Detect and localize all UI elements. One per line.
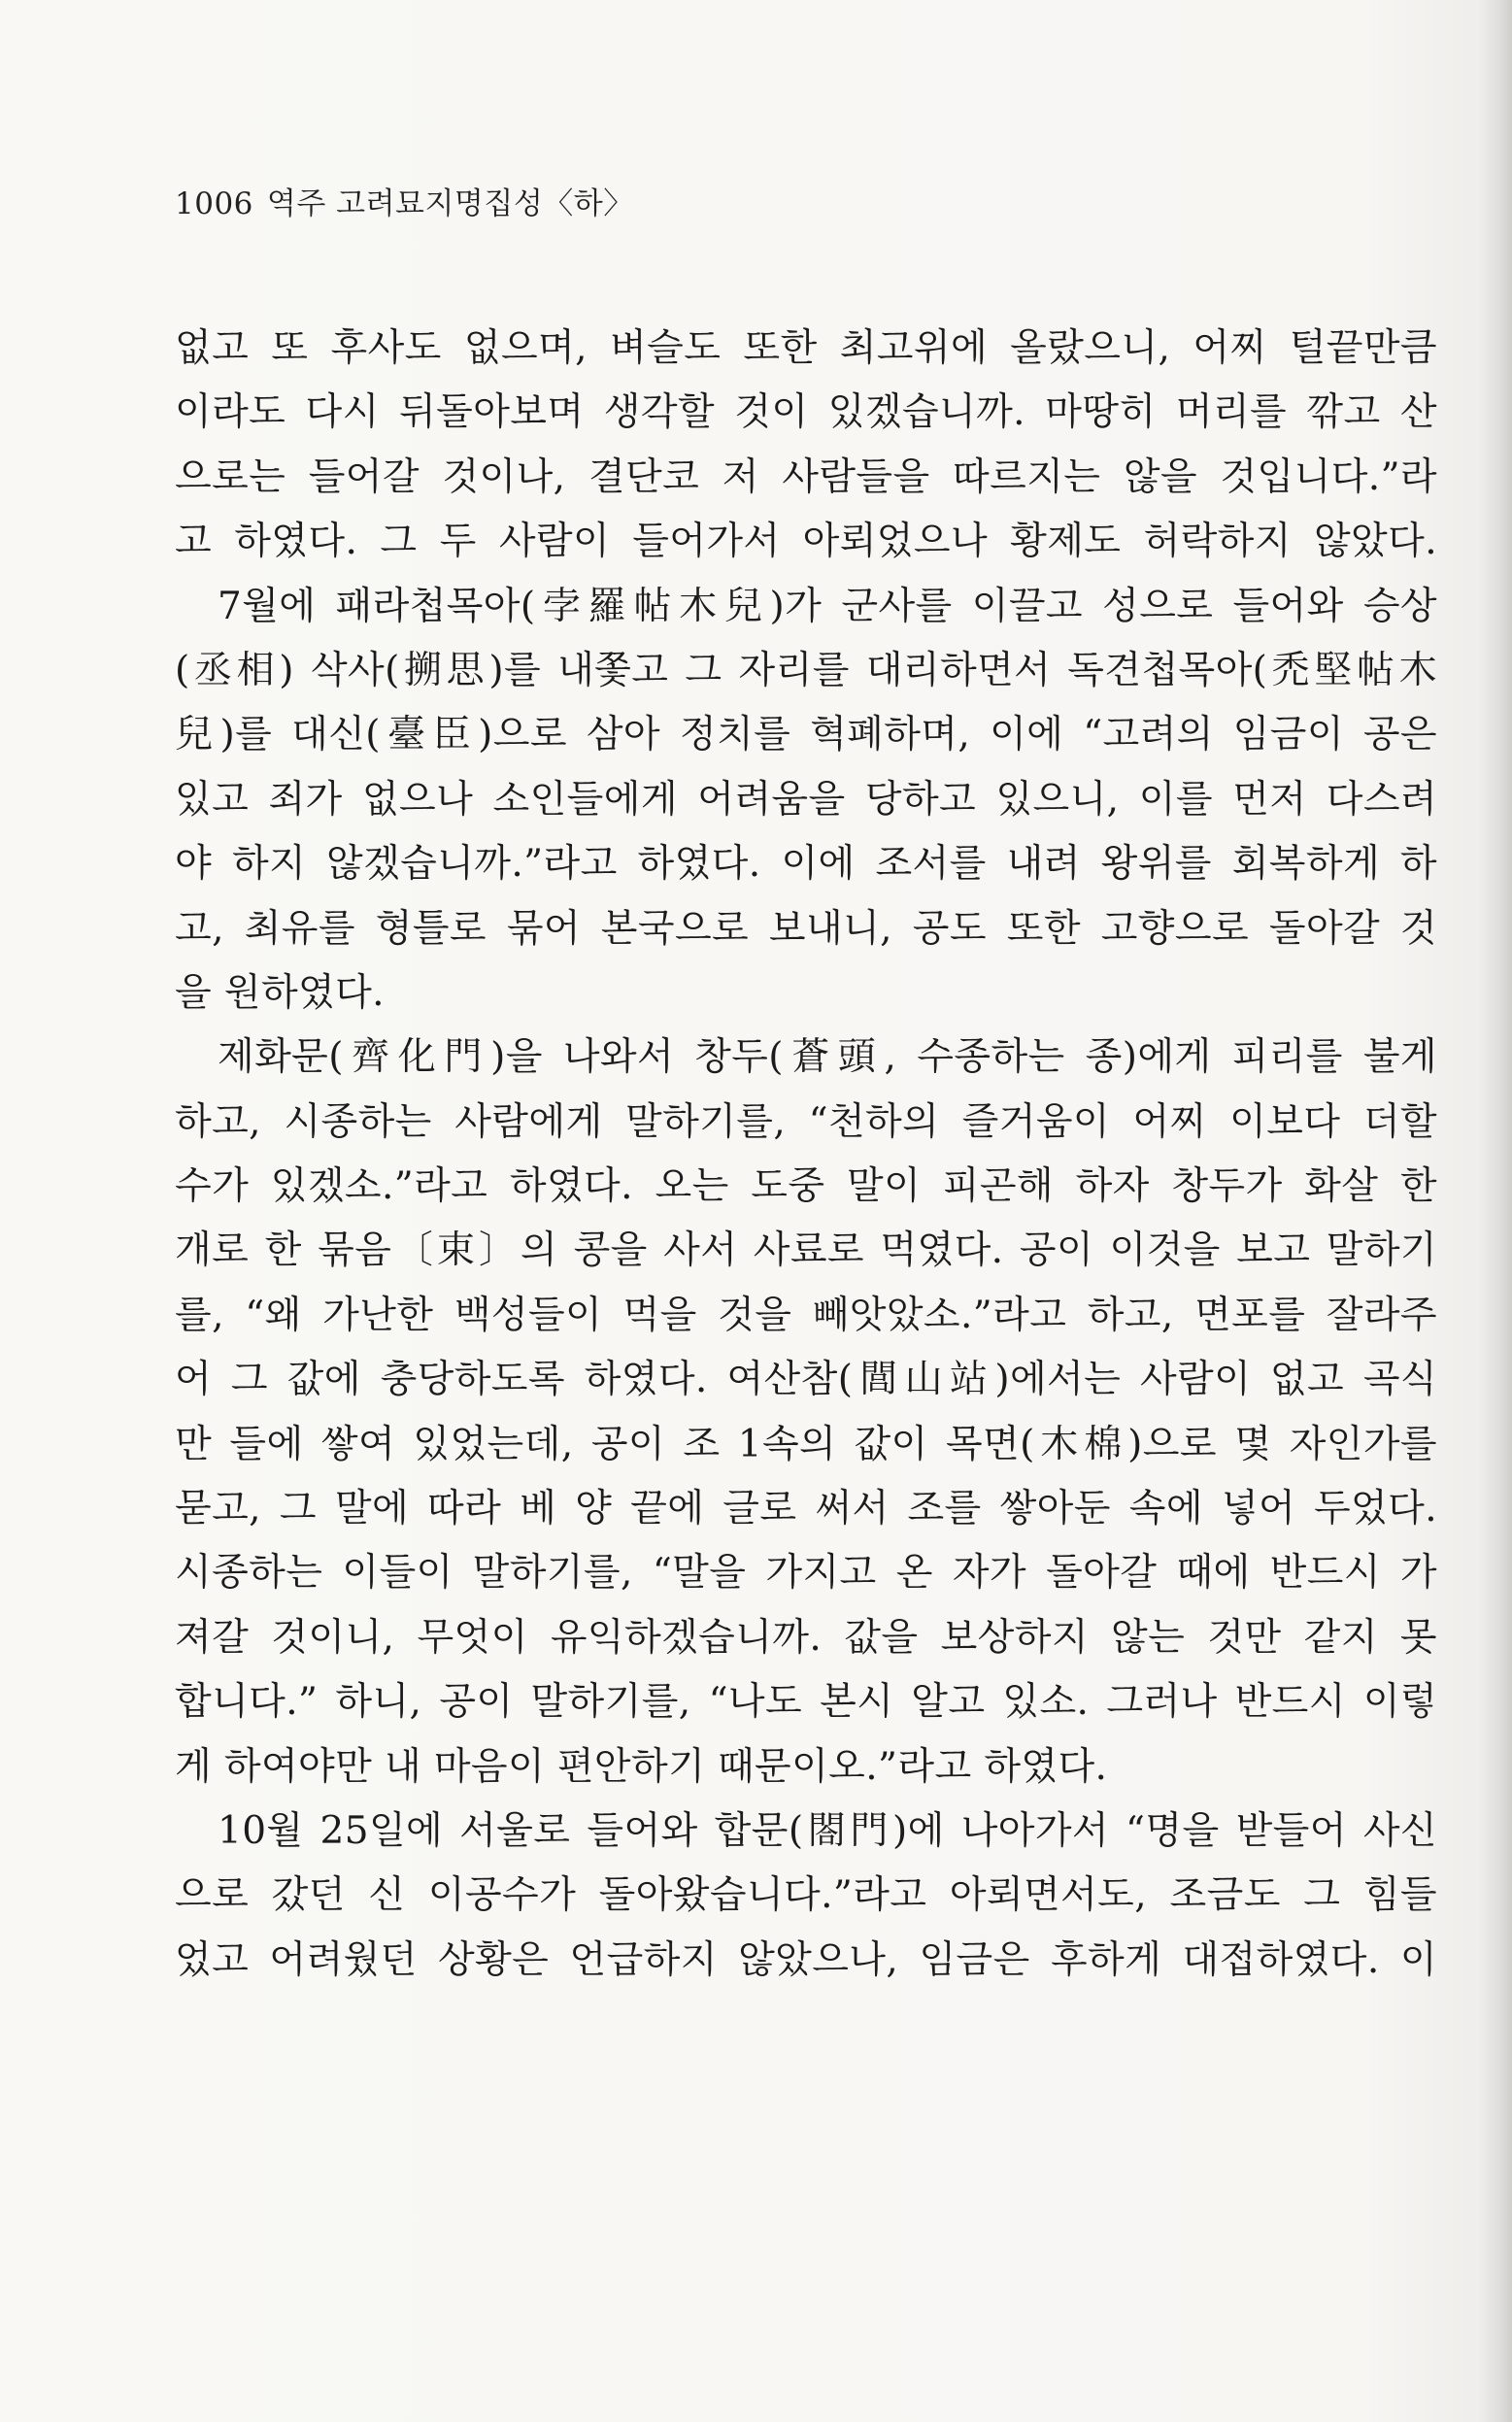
text-line: (丞相) 삭사(搠思)를 내쫓고 그 자리를 대리하면서 독견첩목아(禿堅帖木 <box>175 648 1437 692</box>
page-edge-shadow <box>1479 0 1512 2422</box>
text-line: 묻고, 그 말에 따라 베 양 끝에 글로 써서 조를 쌓아둔 속에 넣어 두었다. <box>175 1487 1437 1531</box>
text-line: 있고 죄가 없으나 소인들에게 어려움을 당하고 있으니, 이를 먼저 다스려 <box>175 777 1437 822</box>
text-line: 없고 또 후사도 없으며, 벼슬도 또한 최고위에 올랐으니, 어찌 털끝만큼 <box>175 326 1437 370</box>
text-line: 하고, 시종하는 사람에게 말하기를, “천하의 즐거움이 어찌 이보다 더할 <box>175 1099 1437 1144</box>
text-line: 10월 25일에 서울로 들어와 합문(閤門)에 나아가서 “명을 받들어 사신 <box>218 1808 1437 1853</box>
text-line: 兒)를 대신(臺臣)으로 삼아 정치를 혁폐하며, 이에 “고려의 임금이 공은 <box>175 713 1437 757</box>
text-line: 게 하여야만 내 마음이 편안하기 때문이오.”라고 하였다. <box>175 1744 1108 1789</box>
text-line: 어 그 값에 충당하도록 하였다. 여산참(閭山站)에서는 사람이 없고 곡식 <box>175 1358 1437 1402</box>
text-line: 져갈 것이니, 무엇이 유익하겠습니까. 값을 보상하지 않는 것만 같지 못 <box>175 1615 1437 1660</box>
book-title: 역주 고려묘지명집성〈하〉 <box>266 186 634 221</box>
text-line: 고, 최유를 형틀로 묶어 본국으로 보내니, 공도 또한 고향으로 돌아갈 것 <box>175 906 1437 951</box>
text-line: 으로는 들어갈 것이나, 결단코 저 사람들을 따르지는 않을 것입니다.”라 <box>175 454 1437 499</box>
text-line: 합니다.” 하니, 공이 말하기를, “나도 본시 알고 있소. 그러나 반드시 이렇 <box>175 1680 1437 1725</box>
text-line: 를, “왜 가난한 백성들이 먹을 것을 빼앗았소.”라고 하고, 면포를 잘라주 <box>175 1293 1437 1337</box>
text-line: 개로 한 묶음〔束〕의 콩을 사서 사료로 먹였다. 공이 이것을 보고 말하기 <box>175 1228 1437 1273</box>
text-line: 시종하는 이들이 말하기를, “말을 가지고 온 자가 돌아갈 때에 반드시 가 <box>175 1551 1437 1596</box>
text-line: 야 하지 않겠습니까.”라고 하였다. 이에 조서를 내려 왕위를 회복하게 하 <box>175 842 1437 887</box>
text-line: 을 원하였다. <box>175 970 385 1015</box>
text-line: 고 하였다. 그 두 사람이 들어가서 아뢰었으나 황제도 허락하지 않았다. <box>175 520 1437 564</box>
text-line: 수가 있겠소.”라고 하였다. 오는 도중 말이 피곤해 하자 창두가 화살 한 <box>175 1164 1437 1209</box>
body-text <box>175 317 1437 1993</box>
text-line: 7월에 패라첩목아(孛羅帖木兒)가 군사를 이끌고 성으로 들어와 승상 <box>218 584 1437 628</box>
text-line: 이라도 다시 뒤돌아보며 생각할 것이 있겠습니까. 마땅히 머리를 깎고 산 <box>175 390 1437 435</box>
running-header <box>175 179 634 222</box>
text-line: 제화문(齊化門)을 나와서 창두(蒼頭, 수종하는 종)에게 피리를 불게 <box>218 1035 1437 1080</box>
page-number: 1006 <box>175 186 253 221</box>
text-line: 만 들에 쌓여 있었는데, 공이 조 1속의 값이 목면(木棉)으로 몇 자인가를 <box>175 1422 1437 1466</box>
text-line: 었고 어려웠던 상황은 언급하지 않았으나, 임금은 후하게 대접하였다. 이 <box>175 1937 1437 1982</box>
text-line: 으로 갔던 신 이공수가 돌아왔습니다.”라고 아뢰면서도, 조금도 그 힘들 <box>175 1873 1437 1918</box>
